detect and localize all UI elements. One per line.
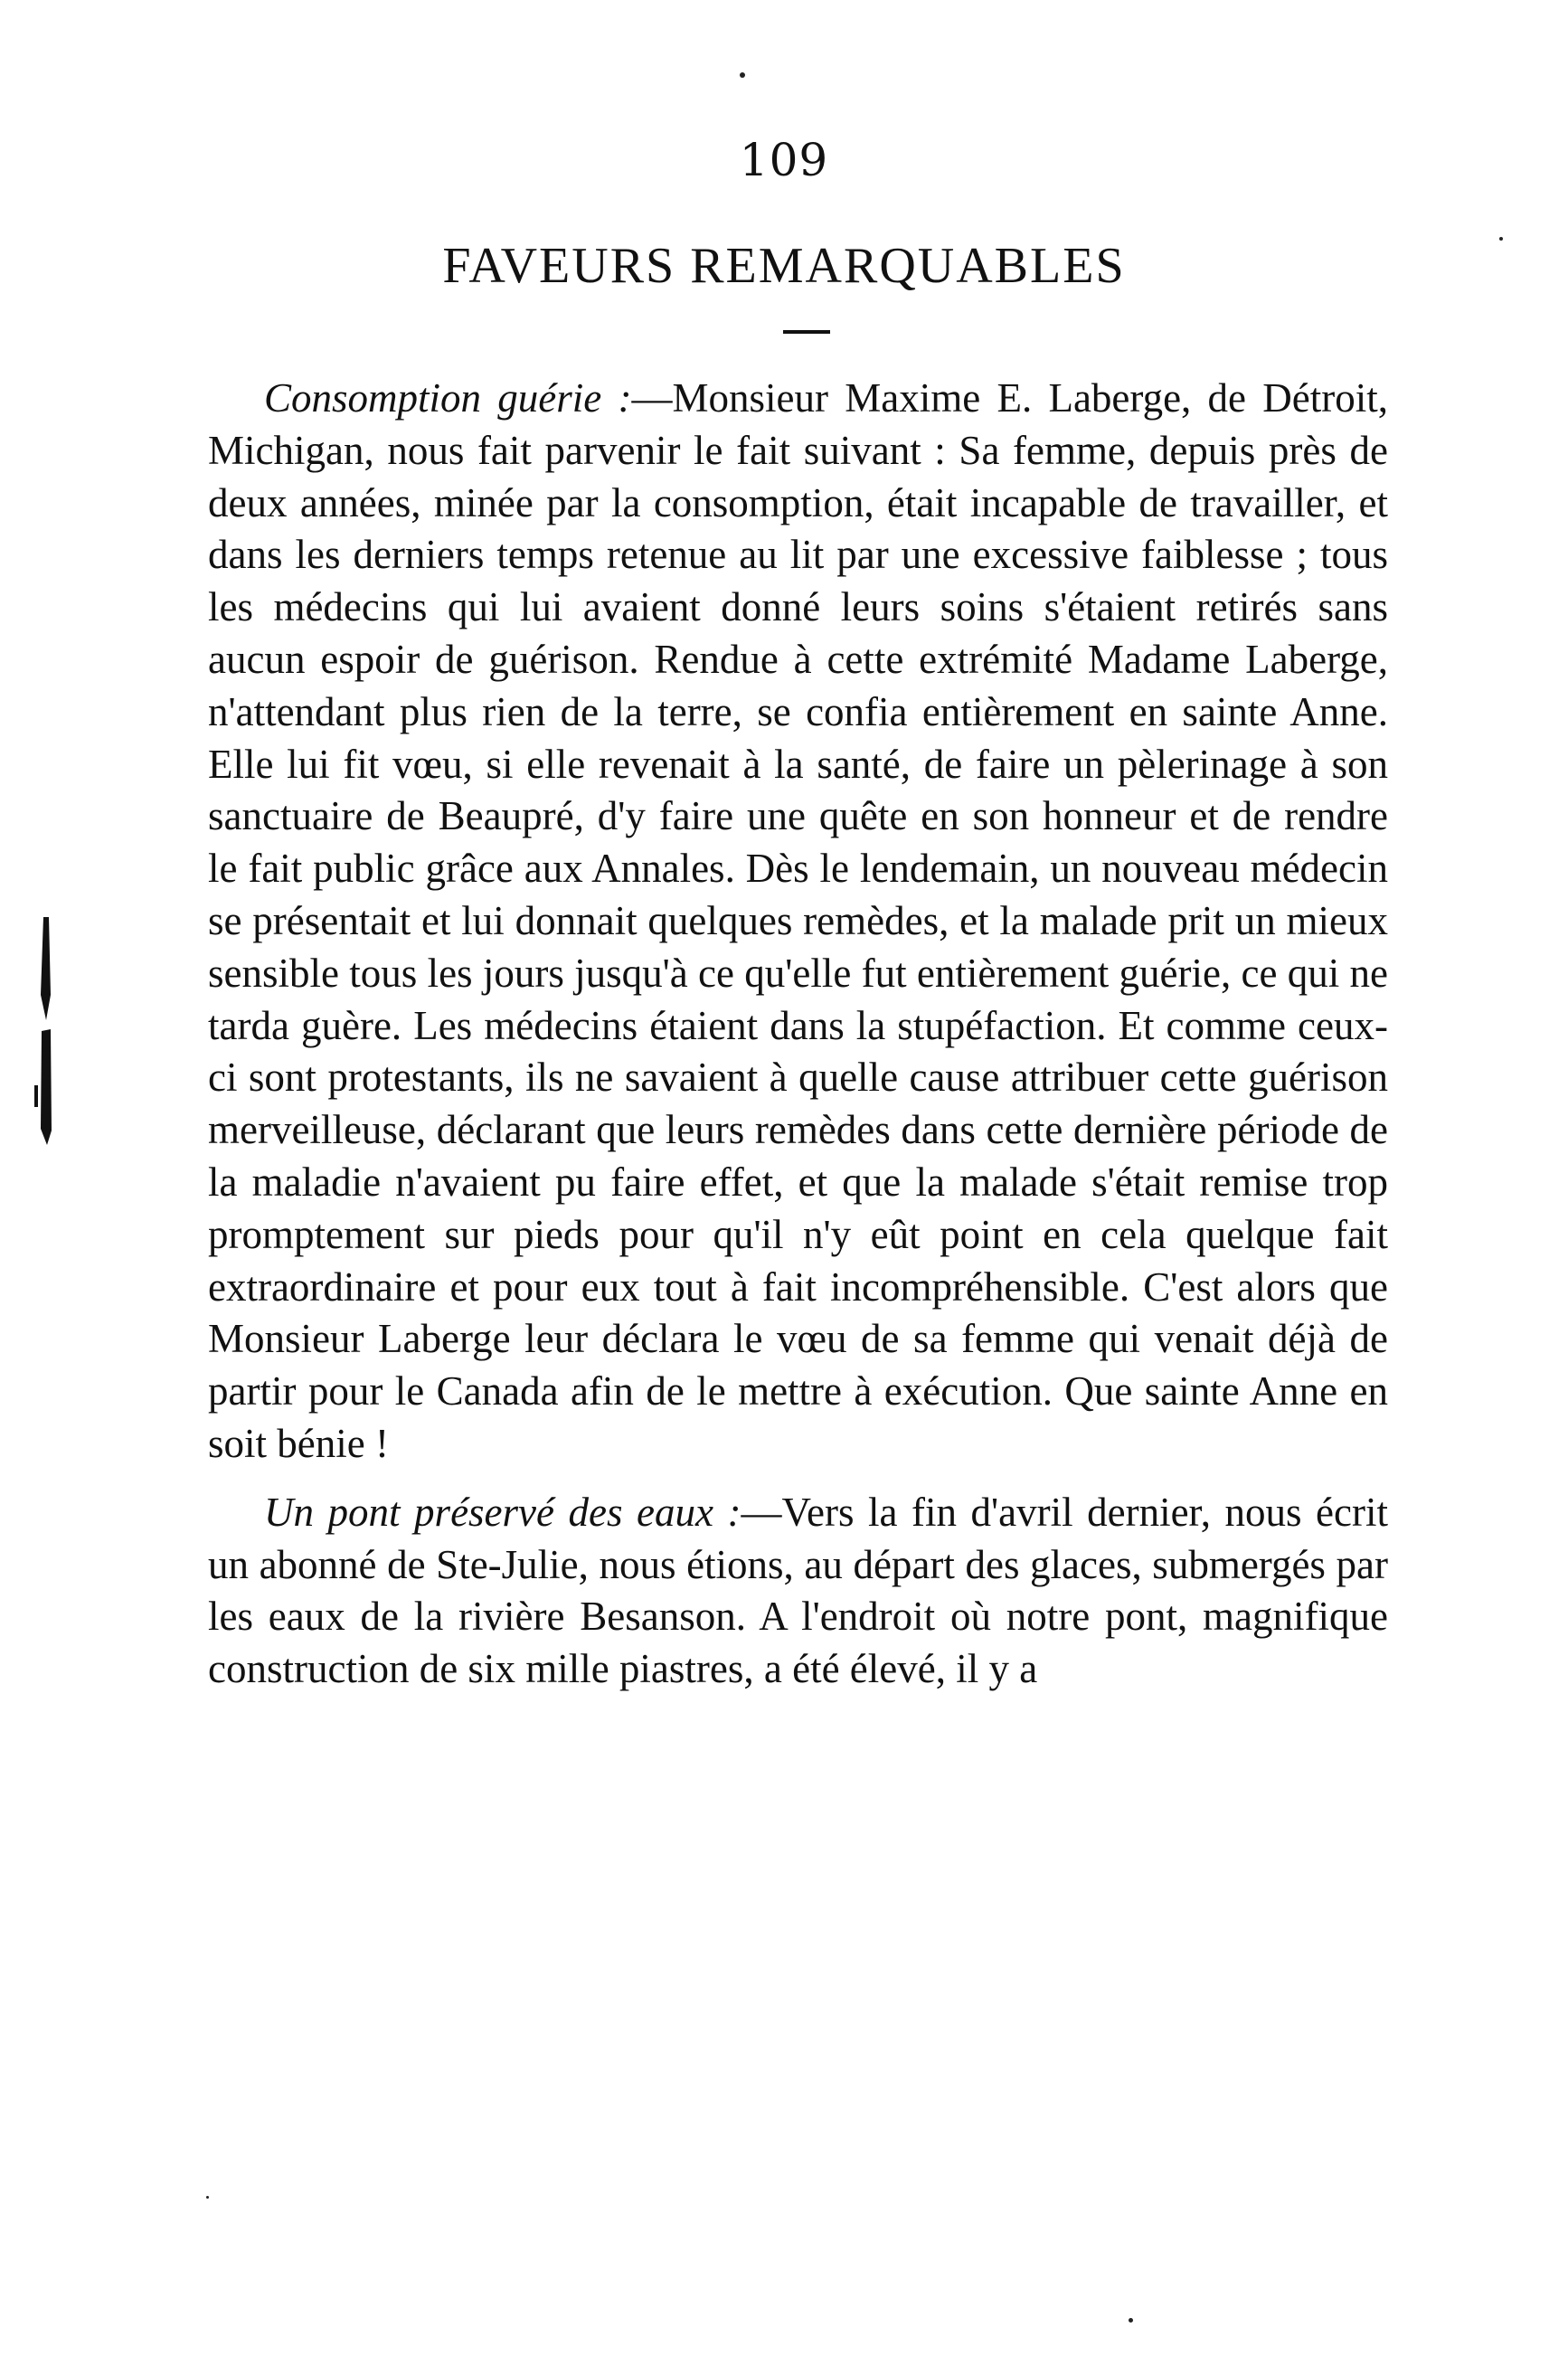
paragraph-text: —Monsieur Maxime E. Laberge, de Détroit, Michigan, nous fait parvenir le fait suivant : Sa femme, depuis près de deux années, minée par la consomption, était incapable de travailler, et dans les derniers temps retenue au lit par une excessive faiblesse ; tous les médecins qui lui avaient donné leurs soins s'étaient retirés sans aucun espoir de guérison. Rendue à cette extrémité Madame Laberge, n'attendant plus rien de la terre, se confia entièrement en sainte Anne. Elle lui fit vœu, si elle revenait à la santé, de faire un pèlerinage à son sanctuaire de Beaupré, d'y faire une quête en son honneur et de rendre le fait public grâce aux Annales. Dès le lendemain, un nouveau médecin se présentait et lui donnait quelques remèdes, et la malade prit un mieux sensible tous les jours jusqu'à ce qu'elle fut entièrement guérie, ce qui ne tarda guère. Les médecins étaient dans la stupéfaction. Et comme ceux-ci sont protestants, ils ne savaient à quelle cause attribuer cette guérison merveilleuse, déclarant que leurs remèdes dans cette dernière période de la maladie n'avaient pu faire effet, et que la malade s'était remise trop promptement sur pieds pour qu'il n'y eût point en cela quelque fait extraordinaire et pour eux tout à fait incompréhensible. C'est alors que Monsieur Laberge leur déclara le vœu de sa femme qui venait déjà de partir pour le Canada afin de le mettre à exécution. Que sainte Anne en soit bénie ! — [208, 375, 1388, 1466]
paragraph-consomption — [208, 373, 1388, 1471]
margin-mark — [27, 913, 63, 1149]
ink-speck — [1499, 237, 1503, 241]
paragraph-text: —Vers la fin d'avril dernier, nous écrit un abonné de Ste-Julie, nous étions, au départ des glaces, submergés par les eaux de la rivière Besanson. A l'endroit où notre pont, magnifique construction de six mille piastres, a été élevé, il y a — [208, 1489, 1388, 1692]
ink-speck — [206, 2196, 209, 2199]
ink-speck — [1129, 2318, 1133, 2323]
body-text — [208, 373, 1388, 1696]
paragraph-lead: Consomption guérie : — [264, 375, 632, 421]
page-number: 109 — [739, 134, 829, 186]
paragraph-pont — [208, 1487, 1388, 1696]
section-title: FAVEURS REMARQUABLES — [442, 238, 1126, 294]
ink-speck — [740, 72, 745, 78]
paragraph-lead: Un pont préservé des eaux : — [264, 1489, 741, 1535]
title-rule — [783, 330, 830, 334]
